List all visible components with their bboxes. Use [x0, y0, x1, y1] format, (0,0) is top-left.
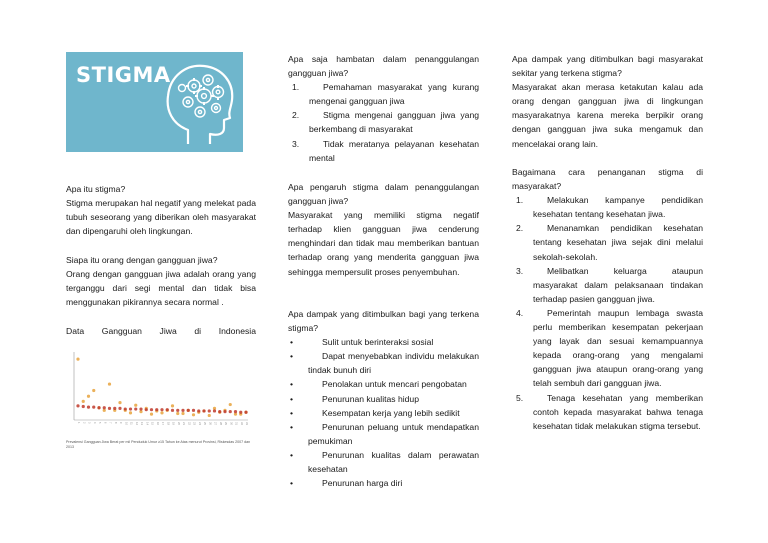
chart-tick-label: 31 [234, 422, 238, 425]
section-what-is-stigma [66, 182, 256, 238]
head-gears-icon [158, 58, 238, 150]
section-handling-stigma [512, 165, 703, 433]
banner-title: STIGMA [76, 63, 171, 87]
stigma-banner [66, 52, 243, 152]
chart-point [187, 409, 190, 412]
chart-point [118, 407, 121, 410]
chart-point [76, 404, 79, 407]
chart-tick-label: 3 [87, 422, 91, 424]
answer-who-is-odgj: Orang dengan gangguan jiwa adalah orang yang terganggu dari segi mental dan tidak bisa menggunakan pikirannya secara normal . [66, 269, 256, 308]
answer-what-is-stigma: Stigma merupakan hal negatif yang melekat pada tubuh seseorang yang diberikan oleh masyarakat dan dipengaruhi oleh lingkungan. [66, 198, 256, 237]
chart-tick-label: 33 [245, 422, 248, 425]
chart-tick-label: 16 [155, 422, 159, 425]
chart-tick-label: 10 [124, 422, 128, 425]
chart-tick-label: 25 [203, 422, 206, 425]
chart-tick-label: 28 [218, 422, 222, 425]
chart-point [108, 382, 111, 385]
chart-point [213, 409, 216, 412]
obstacles-list [288, 80, 479, 165]
section-obstacles [288, 52, 479, 165]
chart-point [166, 408, 169, 411]
chart-point [218, 410, 221, 413]
chart-point [160, 411, 163, 414]
chart-point [171, 404, 174, 407]
chart-point [181, 412, 184, 415]
chart-point [239, 411, 242, 414]
chart-point [171, 409, 174, 412]
chart-tick-label: 32 [239, 422, 243, 425]
chart-point [192, 413, 195, 416]
chart-point [97, 406, 100, 409]
list-item: • Penurunan harga diri [290, 478, 403, 489]
chart-tick-label: 11 [129, 422, 133, 425]
chart-point [229, 403, 232, 406]
chart-point [118, 401, 121, 404]
chart-point [234, 410, 237, 413]
chart-point [103, 406, 106, 409]
heading-handling-stigma: Bagaimana cara penanganan stigma di masyarakat? [512, 167, 703, 192]
chart-point [129, 411, 132, 414]
chart-tick-label: 5 [98, 422, 101, 424]
chart-point [92, 406, 95, 409]
chart-tick-label: 8 [113, 422, 117, 424]
chart-point [134, 407, 137, 410]
chart-point [155, 408, 158, 411]
chart-point [223, 410, 226, 413]
chart-tick-label: 1 [77, 422, 80, 424]
list-item: 4. Pemerintah maupun lembaga swasta perlu memberikan kesempatan pekerjaan yang layak dan sesuai kemampuannya kepada orang-orang yang mengalami gangguan jiwa ataupun orang-orang yang telah sembuh dari gangguan jiwa. [516, 307, 703, 389]
chart-tick-label: 6 [103, 422, 107, 424]
chart-point [229, 410, 232, 413]
chart-point [197, 409, 200, 412]
chart-tick-label: 22 [187, 422, 191, 425]
chart-point [129, 407, 132, 410]
chart-tick-label: 12 [134, 422, 138, 425]
section-who-is-odgj [66, 253, 256, 309]
list-item: • Sulit untuk berinteraksi sosial [290, 337, 434, 348]
impact-list [288, 335, 479, 490]
chart-point [181, 409, 184, 412]
list-item: 5. Tenaga kesehatan yang memberikan contoh kepada masyarakat bahwa tenaga kesehatan tidak melakukan stigma tersebut. [516, 392, 703, 431]
chart-tick-label: 20 [176, 422, 180, 425]
list-item: 3. Tidak meratanya pelayanan kesehatan mental [292, 138, 479, 163]
chart-point [160, 408, 163, 411]
chart-point [87, 406, 90, 409]
chart-point [82, 405, 85, 408]
chart-tick-label: 4 [92, 422, 96, 424]
chart-tick-label: 24 [197, 422, 201, 425]
chart-point [82, 400, 85, 403]
chart-point [208, 409, 211, 412]
chart-point [208, 414, 211, 417]
heading-community-impact: Apa dampak yang ditimbulkan bagi masyarakat sekitar yang terkena stigma? [512, 54, 703, 79]
chart-point [176, 409, 179, 412]
chart-point [150, 408, 153, 411]
list-item: 2. Menanamkan pendidikan kesehatan tentang kesehatan jiwa sejak dini melalui sekolah-sekolah. [516, 223, 703, 262]
chart-tick-label: 26 [208, 422, 212, 425]
section-impact-on-stigmatized [288, 307, 479, 490]
chart-point [150, 413, 153, 416]
list-item: 3. Melibatkan keluarga ataupun masyarakat dalam pelaksanaan tindakan terhadap pasien gangguan jiwa. [516, 265, 703, 304]
chart-tick-label: 17 [161, 422, 164, 425]
chart-tick-label: 2 [82, 422, 86, 424]
chart-tick-label: 14 [145, 422, 149, 425]
heading-obstacles: Apa saja hambatan dalam penanggulangan gangguan jiwa? [288, 54, 479, 79]
chart-tick-label: 19 [171, 422, 175, 425]
chart-tick-label: 15 [150, 422, 154, 425]
question-what-is-stigma: Apa itu stigma? [66, 184, 126, 194]
handling-list [512, 193, 703, 433]
list-item: • Kesempatan kerja yang lebih sedikit [290, 407, 460, 418]
chart-point [145, 408, 148, 411]
chart-tick-label: 7 [108, 422, 112, 424]
chart-tick-label: 23 [192, 422, 196, 425]
chart-tick-label: 18 [166, 422, 170, 425]
paragraph-stigma-effect: Masyarakat yang memiliki stigma negatif terhadap klien gangguan jiwa cenderung menghindari dan tidak mau memberikan bantuan terhadap orang yang menderita gangguan jiwa sehingga mempersulit proses penyembuhan. [288, 210, 479, 277]
chart-heading: Data Gangguan Jiwa di Indonesia [66, 326, 256, 336]
chart-point [134, 404, 137, 407]
chart-tick-label: 29 [224, 422, 227, 425]
list-item: • Dapat menyebabkan individu melakukan tindak bunuh diri [290, 351, 479, 376]
chart-tick-label: 27 [213, 422, 217, 425]
heading-impact: Apa dampak yang ditimbulkan bagi yang terkena stigma? [288, 309, 479, 334]
chart-point [87, 395, 90, 398]
chart-tick-label: 13 [140, 422, 143, 425]
chart-point [176, 412, 179, 415]
list-item: • Penurunan peluang untuk mendapatkan pemukiman [290, 421, 479, 446]
chart-tick-label: 21 [182, 422, 185, 425]
chart-point [92, 389, 95, 392]
question-who-is-odgj: Siapa itu orang dengan gangguan jiwa? [66, 255, 218, 265]
heading-stigma-effect: Apa pengaruh stigma dalam penanggulangan gangguan jiwa? [288, 182, 479, 207]
list-item: • Penurunan kualitas hidup [290, 393, 419, 404]
list-item: 1. Melakukan kampanye pendidikan kesehatan tentang kesehatan jiwa. [516, 195, 703, 220]
list-item: • Penurunan kualitas dalam perawatan kesehatan [290, 449, 479, 475]
chart-point [108, 407, 111, 410]
section-community-impact [512, 52, 703, 151]
chart-point [113, 407, 116, 410]
paragraph-community-impact: Masyarakat akan merasa ketakutan kalau ada orang dengan gangguan jiwa di lingkungan masyarakatnya karena mereka berpikir orang dengan gangguan jiwa suka mengamuk dan mencelakai orang lain. [512, 82, 703, 149]
chart-point [192, 409, 195, 412]
chart-tick-labels [77, 422, 249, 425]
chart-point [202, 409, 205, 412]
chart-caption: Prevalensi Gangguan Jiwa Berat per mil Penduduk Umur ≥15 Tahun ke Atas menurut Provinsi, Riskesdas 2007 dan 2013 [66, 440, 251, 449]
chart-point [139, 407, 142, 410]
chart-tick-label: 30 [229, 422, 233, 425]
list-item: 2. Stigma mengenai gangguan jiwa yang berkembang di masyarakat [292, 110, 479, 135]
chart-point [244, 411, 247, 414]
chart-point [124, 407, 127, 410]
section-stigma-effect [288, 180, 479, 279]
chart-tick-label: 9 [119, 422, 122, 424]
chart-point [76, 358, 79, 361]
list-item: • Penolakan untuk mencari pengobatan [290, 379, 467, 390]
list-item: 1. Pemahaman masyarakat yang kurang mengenai gangguan jiwa [292, 82, 479, 107]
